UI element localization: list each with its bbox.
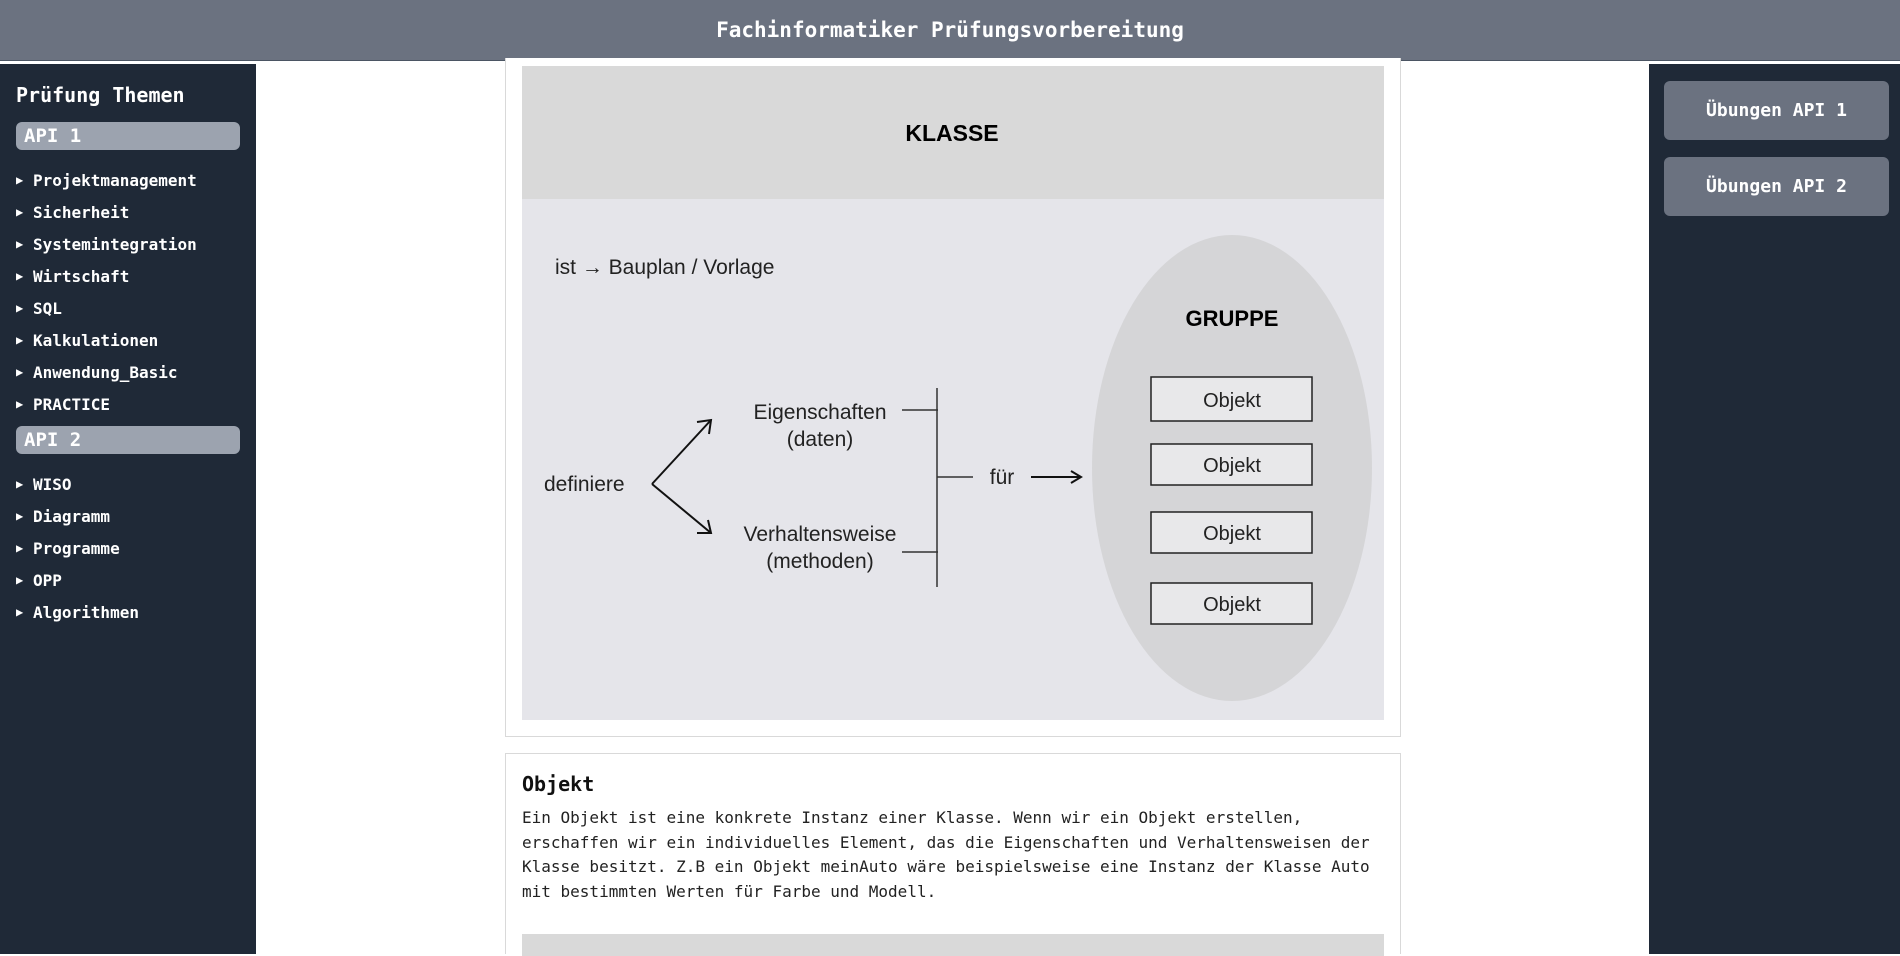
sidebar-item-sicherheit[interactable] [16, 196, 240, 228]
section-api-2[interactable]: API 2 [16, 426, 240, 454]
sidebar-item-diagramm[interactable] [16, 500, 240, 532]
caret-right-icon: ▶ [16, 397, 24, 411]
sidebar-item-label: Algorithmen [33, 602, 139, 622]
sidebar-item-practice[interactable] [16, 388, 240, 420]
sidebar-item-label: PRACTICE [33, 394, 111, 414]
sidebar-item-label: Systemintegration [33, 234, 197, 254]
sidebar-item-label: OPP [33, 570, 62, 590]
behavior-label: Verhaltensweise [743, 523, 897, 546]
uebungen-api-1-button[interactable]: Übungen API 1 [1664, 81, 1889, 140]
left-sidebar [0, 64, 256, 954]
group-label: GRUPPE [1185, 306, 1279, 331]
sidebar-item-systemintegration[interactable] [16, 228, 240, 260]
svg-text:Objekt: Objekt [1203, 455, 1261, 477]
behavior-sublabel: (methoden) [766, 550, 874, 573]
caret-right-icon: ▶ [16, 333, 24, 347]
sidebar-item-label: WISO [33, 474, 72, 494]
svg-text:Objekt: Objekt [1203, 594, 1261, 616]
diagram-intro: ist → Bauplan / Vorlage [555, 256, 775, 279]
diagram-define-label: definiere [544, 473, 625, 496]
uebungen-api-2-button[interactable]: Übungen API 2 [1664, 157, 1889, 216]
sidebar-item-kalkulationen[interactable] [16, 324, 240, 356]
sidebar-item-anwendung-basic[interactable] [16, 356, 240, 388]
sidebar-item-label: Sicherheit [33, 202, 130, 222]
diagram-card [505, 58, 1401, 737]
caret-right-icon: ▶ [16, 541, 24, 555]
sidebar-item-label: Wirtschaft [33, 266, 130, 286]
sidebar-item-algorithmen[interactable] [16, 596, 240, 628]
svg-text:Objekt: Objekt [1203, 390, 1261, 412]
sidebar-item-wirtschaft[interactable] [16, 260, 240, 292]
section-api-1[interactable]: API 1 [16, 122, 240, 150]
caret-right-icon: ▶ [16, 477, 24, 491]
object-box-3 [1151, 512, 1312, 553]
caret-right-icon: ▶ [16, 365, 24, 379]
sidebar-item-programme[interactable] [16, 532, 240, 564]
svg-text:Objekt: Objekt [1203, 523, 1261, 545]
caret-right-icon: ▶ [16, 173, 24, 187]
sidebar-item-label: Projektmanagement [33, 170, 197, 190]
sidebar-item-wiso[interactable] [16, 468, 240, 500]
caret-right-icon: ▶ [16, 269, 24, 283]
sidebar-item-projektmanagement[interactable] [16, 164, 240, 196]
object-box-2 [1151, 444, 1312, 485]
caret-right-icon: ▶ [16, 573, 24, 587]
for-label: für [989, 466, 1015, 489]
caret-right-icon: ▶ [16, 605, 24, 619]
caret-right-icon: ▶ [16, 301, 24, 315]
objekt-description: Ein Objekt ist eine konkrete Instanz einer Klasse. Wenn wir ein Objekt erstellen, erschaffen wir ein individuelles Element, das die Eigenschaften und Verhaltensweisen der Klasse besitzt. Z.B ein Objekt meinAuto wäre beispielsweise eine Instanz der Klasse Auto mit bestimmten Werten für Farbe und Modell. [522, 808, 1370, 901]
caret-right-icon: ▶ [16, 509, 24, 523]
caret-right-icon: ▶ [16, 237, 24, 251]
properties-label: Eigenschaften [753, 401, 887, 424]
diagram-heading: KLASSE [905, 120, 999, 146]
right-sidebar [1649, 64, 1900, 954]
object-box-1 [1151, 377, 1312, 421]
sidebar-item-sql[interactable] [16, 292, 240, 324]
properties-sublabel: (daten) [786, 428, 854, 451]
page-title: Fachinformatiker Prüfungsvorbereitung [716, 18, 1184, 42]
object-box-4 [1151, 583, 1312, 624]
sidebar-item-label: Diagramm [33, 506, 111, 526]
objekt-title: Objekt [522, 772, 595, 796]
objekt-card [505, 753, 1401, 954]
klasse-diagram [522, 66, 1384, 720]
caret-right-icon: ▶ [16, 205, 24, 219]
sidebar-item-label: Anwendung_Basic [33, 362, 178, 382]
sidebar-item-opp[interactable] [16, 564, 240, 596]
sidebar-item-label: SQL [33, 298, 62, 318]
sidebar-title: Prüfung Themen [16, 83, 185, 107]
app-header [0, 0, 1900, 61]
sidebar-item-label: Kalkulationen [33, 330, 159, 350]
sidebar-item-label: Programme [33, 538, 120, 558]
next-diagram-preview [522, 934, 1384, 956]
